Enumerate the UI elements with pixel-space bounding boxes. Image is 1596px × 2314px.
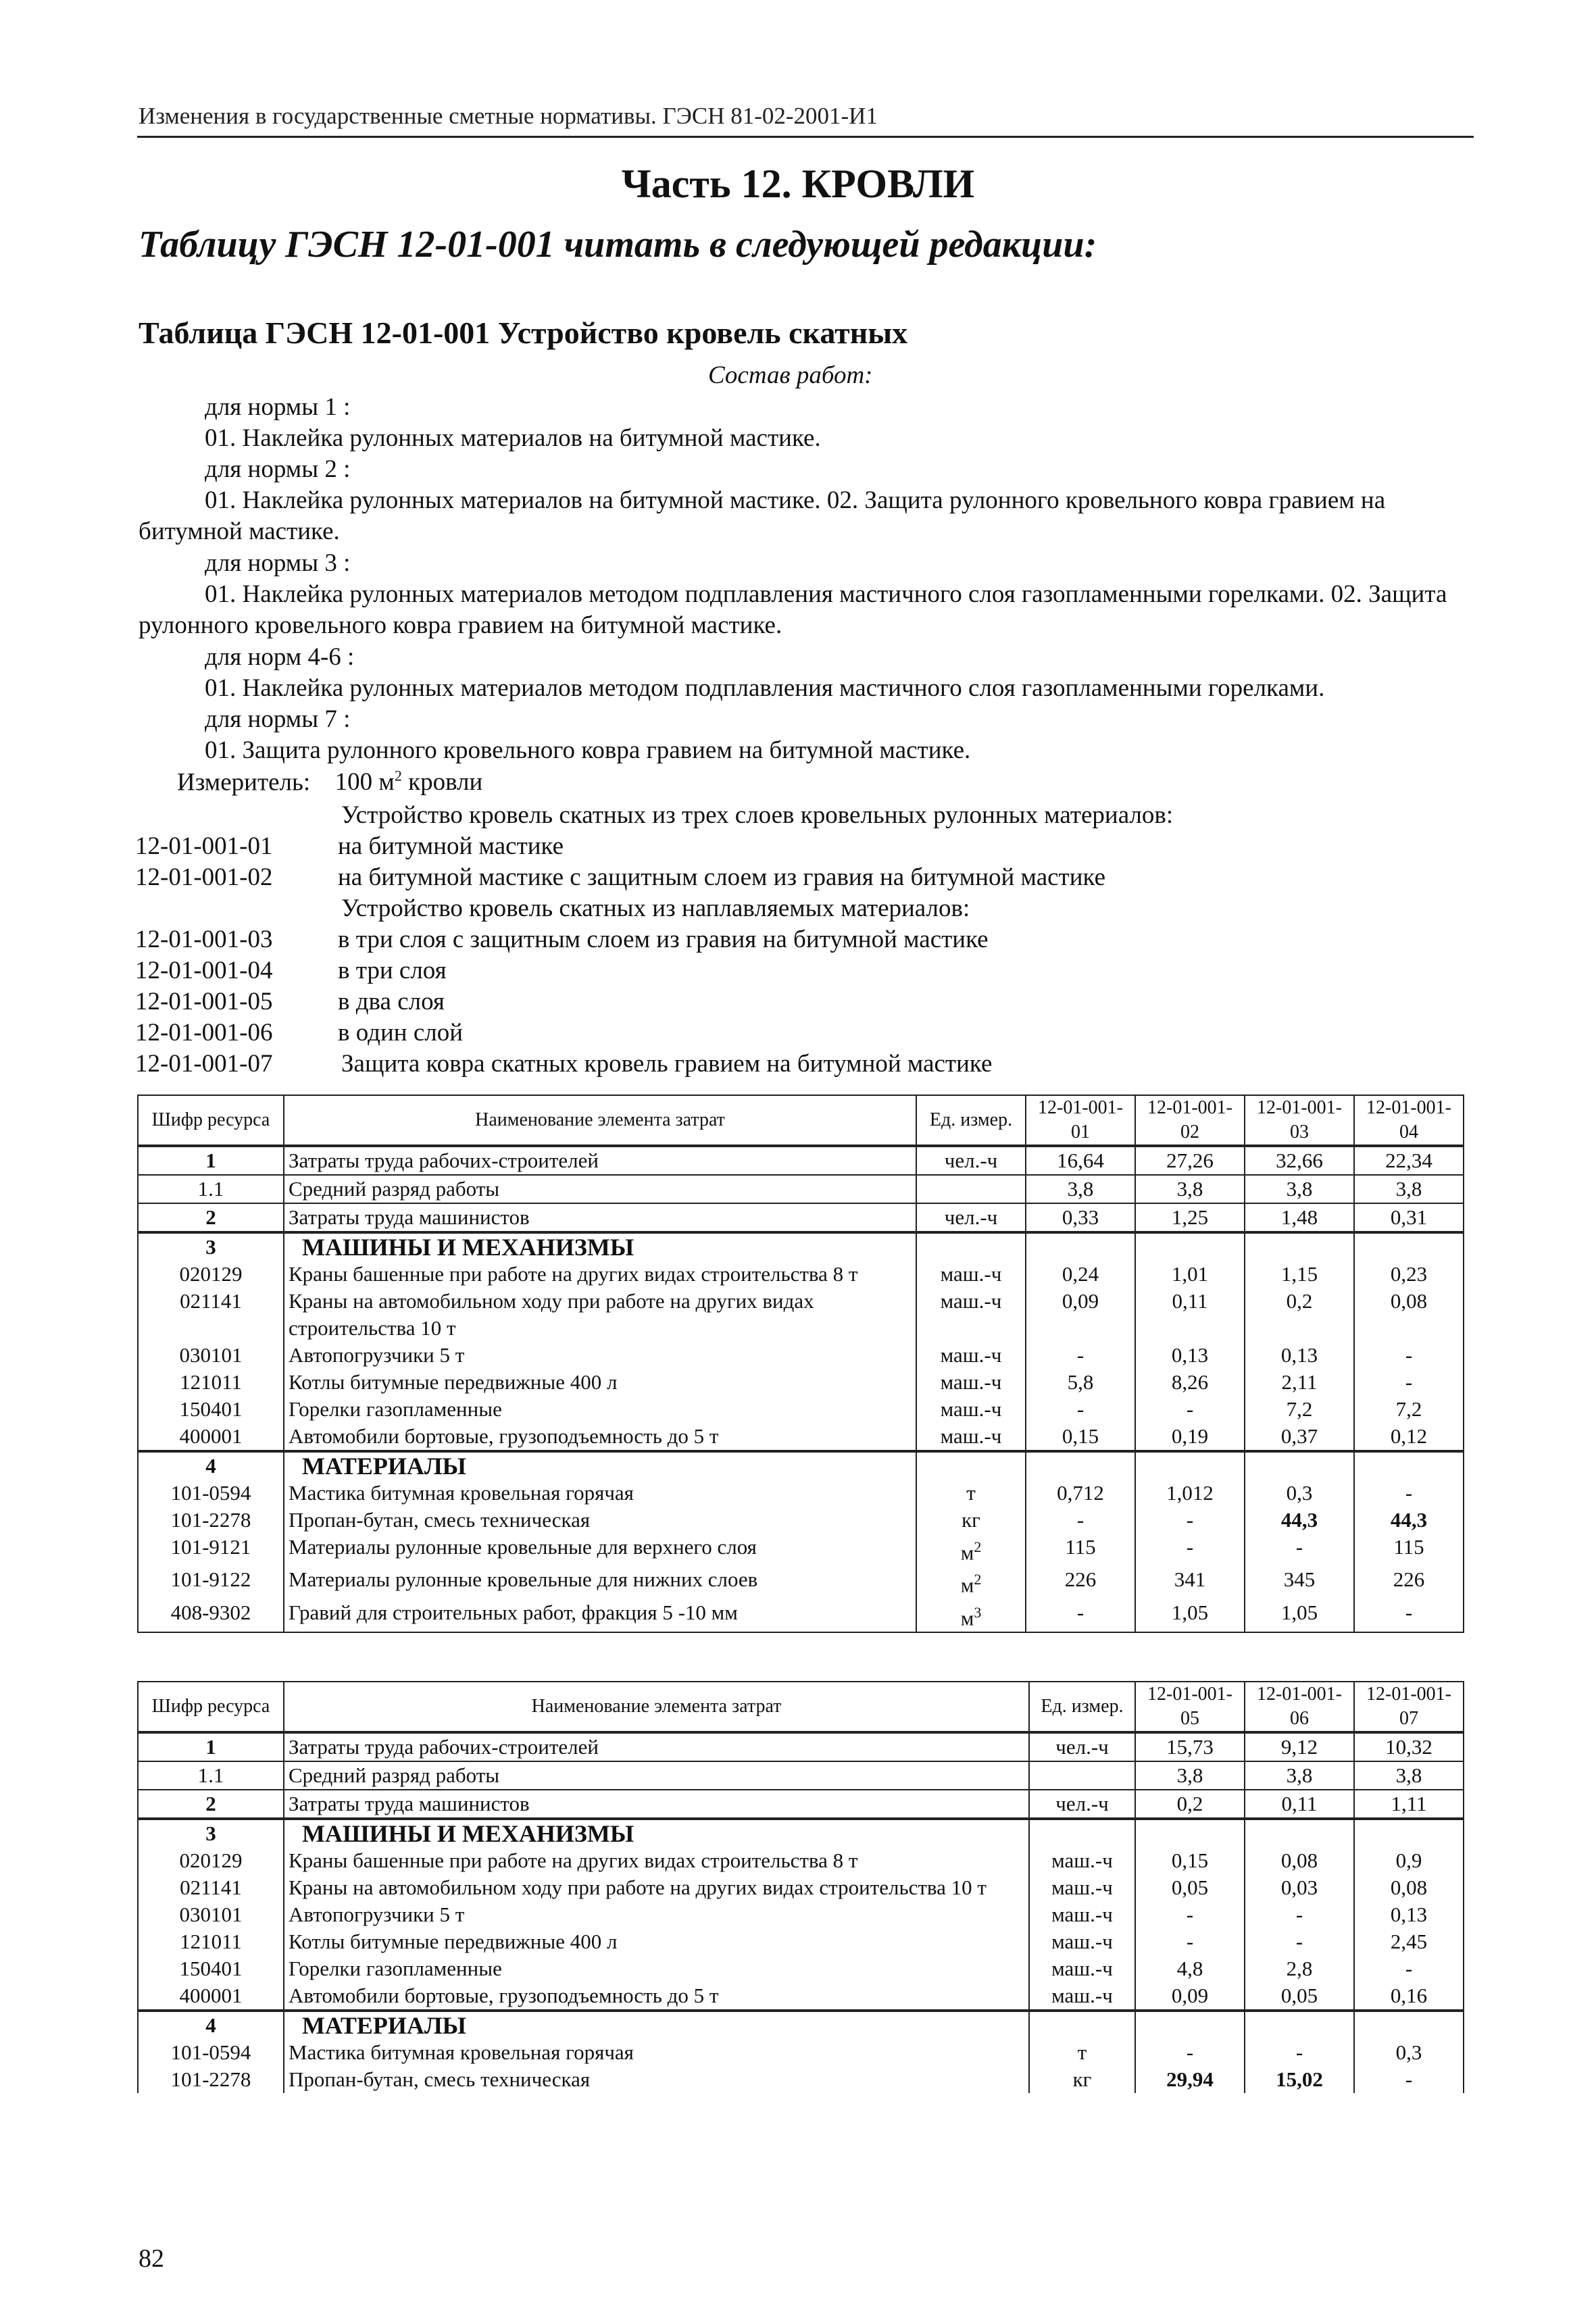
norm-row-7: 12-01-001-07 Защита ковра скатных кровель гравием на битумной мастике [135,1050,993,1078]
table-row: 030101 Автопогрузчики 5 т маш.-ч - - 0,13 [138,1901,1464,1928]
resource-table-1 [137,1095,1464,1633]
header-col-5: 12-01-001-05 [1135,1682,1245,1732]
table-2-header [138,1682,1464,1732]
norm-3-text-content: 01. Наклейка рулонных материалов методом подплавления мастичного слоя газопламенными горелками. 02. Защита рулонного кровельного ковра гравием на битумной мастике. [139,580,1447,639]
header-col-6: 12-01-001-06 [1245,1682,1354,1732]
table-row: 150401 Горелки газопламенные маш.-ч - - 7,2 7,2 [138,1396,1464,1423]
norm-2-text-content: 01. Наклейка рулонных материалов на битумной мастике. 02. Защита рулонного кровельного ковра гравием на битумной мастике. [139,486,1386,545]
measure-value: 100 $м^2$ кровли [334,768,483,797]
table-row: 021141 Краны на автомобильном ходу при работе на других видах строительства 10 т маш.-ч 0,09 0,11 0,2 0,08 [138,1288,1464,1342]
header-code: Шифр ресурса [138,1682,284,1732]
norm-row-6: 12-01-001-06 в один слой [135,1019,464,1047]
norm-3-text [139,579,1478,641]
section-row: 3 МАШИНЫ И МЕХАНИЗМЫ [138,1819,1464,1847]
table-row: 021141 Краны на автомобильном ходу при работе на других видах строительства 10 т маш.-ч 0,05 0,03 0,08 [138,1874,1464,1901]
table-row: 400001 Автомобили бортовые, грузоподъемность до 5 т маш.-ч 0,09 0,05 0,16 [138,1982,1464,2011]
norm-7-label: для нормы 7 : [205,705,351,733]
table-row: 101-0594 Мастика битумная кровельная горячая т 0,712 1,012 0,3 - [138,1480,1464,1507]
table-row: 1 Затраты труда рабочих-строителей чел.-ч 16,64 27,26 32,66 22,34 [138,1146,1464,1175]
norm-row-1: 12-01-001-01 на битумной мастике [135,832,564,860]
table-row: 020129 Краны башенные при работе на других видах строительства 8 т маш.-ч 0,15 0,08 0,9 [138,1847,1464,1874]
header-col-2: 12-01-001-02 [1135,1095,1245,1146]
norm-2-text [139,485,1478,547]
part-title: Часть 12. КРОВЛИ [621,161,975,206]
header-col-4: 12-01-001-04 [1354,1095,1464,1146]
header-col-3: 12-01-001-03 [1245,1095,1354,1146]
running-header: Изменения в государственные сметные нормативы. ГЭСН 81-02-2001-И1 [139,103,878,129]
table-row: 2 Затраты труда машинистов чел.-ч 0,2 0,11 1,11 [138,1790,1464,1819]
table-1-header [138,1095,1464,1146]
table-row: 101-2278 Пропан-бутан, смесь техническая кг - - 44,3 44,3 [138,1507,1464,1534]
table-row: 150401 Горелки газопламенные маш.-ч 4,8 2,8 - [138,1955,1464,1982]
header-code: Шифр ресурса [138,1095,284,1146]
table-row: 121011 Котлы битумные передвижные 400 л маш.-ч - - 2,45 [138,1928,1464,1955]
norm-3-label: для нормы 3 : [205,549,351,577]
header-col-7: 12-01-001-07 [1354,1682,1464,1732]
table-row: 2 Затраты труда машинистов чел.-ч 0,33 1,25 1,48 0,31 [138,1203,1464,1232]
norm-row-3: 12-01-001-03 в три слоя с защитным слоем из гравия на битумной мастике [135,926,989,953]
table-row: 1 Затраты труда рабочих-строителей чел.-ч 15,73 9,12 10,32 [138,1732,1464,1761]
table-row: 030101 Автопогрузчики 5 т маш.-ч - 0,13 0,13 - [138,1342,1464,1369]
norm-1-text: 01. Наклейка рулонных материалов на битумной мастике. [205,424,821,452]
page-number: 82 [139,2244,164,2273]
norm-7-text: 01. Защита рулонного кровельного ковра гравием на битумной мастике. [205,736,971,764]
norm-4-6-label: для норм 4-6 : [205,643,355,671]
section-row: 4 МАТЕРИАЛЫ [138,2011,1464,2039]
norm-2-label: для нормы 2 : [205,455,351,483]
header-col-1: 12-01-001-01 [1026,1095,1135,1146]
table-row: 101-0594 Мастика битумная кровельная горячая т - - 0,3 [138,2039,1464,2066]
section-row: 4 МАТЕРИАЛЫ [138,1451,1464,1480]
header-rule [137,136,1474,138]
norm-1-label: для нормы 1 : [205,393,351,421]
resource-table-2 [137,1681,1464,2093]
norm-4-6-text: 01. Наклейка рулонных материалов методом подплавления мастичного слоя газопламенными горелками. [205,674,1325,702]
header-name: Наименование элемента затрат [284,1095,916,1146]
table-row: 101-2278 Пропан-бутан, смесь техническая кг 29,94 15,02 - [138,2066,1464,2093]
table-row: 1.1 Средний разряд работы 3,8 3,8 3,8 [138,1761,1464,1790]
table-row: 101-9122 Материалы рулонные кровельные для нижних слоев $м^2$ 226 341 345 226 [138,1566,1464,1599]
measure-line [177,768,482,797]
table-row: 020129 Краны башенные при работе на других видах строительства 8 т маш.-ч 0,24 1,01 1,15 0,23 [138,1261,1464,1288]
table-row: 101-9121 Материалы рулонные кровельные для верхнего слоя $м^2$ 115 - - 115 [138,1534,1464,1566]
header-name: Наименование элемента затрат [284,1682,1029,1732]
instruction-heading: Таблицу ГЭСН 12-01-001 читать в следующей редакции: [139,224,1097,266]
table-row: 408-9302 Гравий для строительных работ, фракция 5 -10 мм $м^3$ - 1,05 1,05 - [138,1599,1464,1632]
table-row: 121011 Котлы битумные передвижные 400 л маш.-ч 5,8 8,26 2,11 - [138,1369,1464,1396]
norm-row-5: 12-01-001-05 в два слоя [135,988,445,1015]
norm-group-1: Устройство кровель скатных из трех слоев кровельных рулонных материалов: [341,801,1174,829]
header-unit: Ед. измер. [916,1095,1026,1146]
header-unit: Ед. измер. [1029,1682,1135,1732]
table-title: Таблица ГЭСН 12-01-001 Устройство кровель скатных [139,316,908,350]
norm-row-2: 12-01-001-02 на битумной мастике с защитным слоем из гравия на битумной мастике [135,863,1105,891]
measure-label: Измеритель: [177,768,311,797]
norm-row-4: 12-01-001-04 в три слоя [135,957,447,984]
composition-label: Состав работ: [708,361,873,389]
norm-group-2: Устройство кровель скатных из наплавляемых материалов: [341,895,970,922]
section-row: 3 МАШИНЫ И МЕХАНИЗМЫ [138,1232,1464,1261]
table-row: 1.1 Средний разряд работы 3,8 3,8 3,8 3,8 [138,1175,1464,1203]
table-row: 400001 Автомобили бортовые, грузоподъемность до 5 т маш.-ч 0,15 0,19 0,37 0,12 [138,1423,1464,1451]
